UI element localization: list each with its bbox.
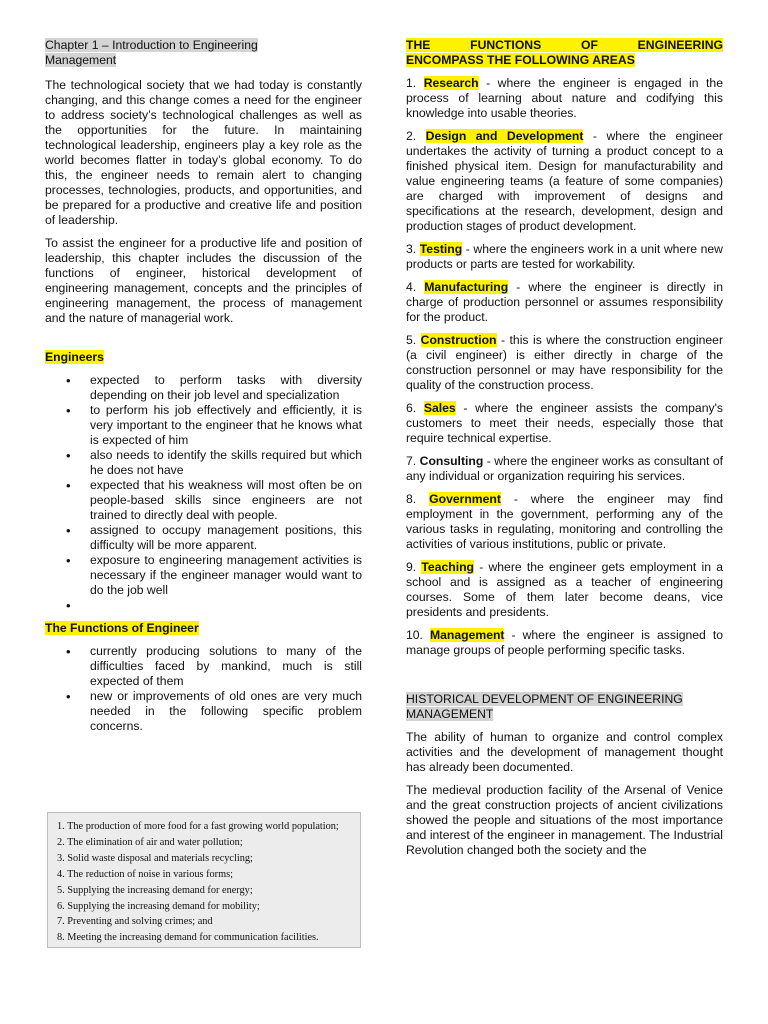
list-item: 4. The reduction of noise in various forms; <box>57 868 233 880</box>
list-item: 8. Meeting the increasing demand for communication facilities. <box>57 932 319 944</box>
function-item-government <box>406 492 723 552</box>
bullet-icon: • <box>66 523 71 538</box>
bullet-icon: • <box>66 448 71 463</box>
function-item-research <box>406 76 723 121</box>
historical-development-heading <box>406 692 723 722</box>
list-item-text: to perform his job effectively and efficiently, it is very important to the engineer that he knows what is expected of him <box>90 403 362 447</box>
function-term: Design and Development <box>425 129 584 143</box>
function-item-sales <box>406 401 723 446</box>
list-item <box>45 478 362 523</box>
right-column <box>406 38 723 866</box>
historical-paragraph-1: The ability of human to organize and control complex activities and the development of management thought has already been documented. <box>406 730 723 774</box>
engineers-heading <box>45 350 362 365</box>
function-number: 8. <box>406 492 417 506</box>
chapter-title-line2: Management <box>45 53 117 67</box>
chapter-title <box>45 38 362 68</box>
function-term: Teaching <box>421 560 474 574</box>
list-item: 5. Supplying the increasing demand for energy; <box>57 884 253 896</box>
functions-areas-heading-line1 <box>406 38 723 53</box>
function-number: 6. <box>406 401 417 415</box>
list-item-text: new or improvements of old ones are very much needed in the following specific problem concerns. <box>90 689 362 733</box>
function-number: 10. <box>406 628 423 642</box>
function-item-construction <box>406 333 723 393</box>
function-description: - where the engineer undertakes the activity of turning a product concept to a finished physical item. Design for manufacturability and value engineering teams (a feature of some companies) are charged with improvement of designs and specifications at the research, development, design and production stages of product development. <box>406 129 723 233</box>
function-term: Manufacturing <box>424 280 509 294</box>
function-description: - where the engineer assists the company's customers to meet their needs, especially those that require technical expertise. <box>406 401 723 445</box>
list-item: 6. Supplying the increasing demand for mobility; <box>57 900 260 912</box>
historical-heading-line1: HISTORICAL DEVELOPMENT OF ENGINEERING <box>406 692 683 706</box>
function-term: Research <box>423 76 479 90</box>
function-term: Consulting <box>419 454 484 468</box>
bullet-icon: • <box>66 553 71 568</box>
problem-concerns-image <box>47 812 361 948</box>
historical-paragraph-2: The medieval production facility of the Arsenal of Venice and the great construction projects of ancient civilizations showed the people and situations of the most importance and interest of the engineer in management. The Industrial Revolution changed both the society and the <box>406 783 723 857</box>
function-term: Testing <box>419 242 463 256</box>
intro-paragraph-1: The technological society that we had today is constantly changing, and this change comes a need for the engineer to address society’s technological challenges as well as the opportunities for the future. In maintaining technological leadership, engineers play a key role as the world becomes flatter in today’s global economy. To do this, the engineer needs to remain alert to changing processes, technologies, products, and opportunities, and be prepared for a productive and creative life and position of leadership. <box>45 78 362 227</box>
bullet-icon: • <box>66 644 71 659</box>
engineers-bullet-list <box>45 373 362 613</box>
list-item: 3. Solid waste disposal and materials recycling; <box>57 852 253 864</box>
function-item-teaching <box>406 560 723 620</box>
list-item-text: currently producing solutions to many of the difficulties faced by mankind, much is still expected of them <box>90 644 362 688</box>
list-item: 1. The production of more food for a fast growing world population; <box>57 821 339 832</box>
functions-bullet-list <box>45 644 362 734</box>
function-number: 4. <box>406 280 417 294</box>
function-term: Management <box>429 628 505 642</box>
list-item-text: expected to perform tasks with diversity depending on their job level and specialization <box>90 373 362 402</box>
bullet-icon: • <box>66 373 71 388</box>
list-item <box>45 644 362 689</box>
bullet-icon: • <box>66 478 71 493</box>
bullet-icon: • <box>66 689 71 704</box>
intro-paragraph-2: To assist the engineer for a productive life and position of leadership, this chapter includes the discussion of the functions of engineer, historical development of engineering management, concepts and the principles of engineering management, the process of management and the nature of managerial work. <box>45 236 362 325</box>
function-description: - this is where the construction engineer (a civil engineer) is either directly in charge of the construction personnel or may have responsibility for the quality of the construction process. <box>406 333 724 392</box>
bullet-icon: • <box>66 403 71 418</box>
function-item-manufacturing <box>406 280 723 325</box>
list-item <box>45 448 362 478</box>
list-item-text: expected that his weakness will most often be on people-based skills since engineers are not trained to directly deal with people. <box>90 478 362 522</box>
chapter-title-line1: Chapter 1 – Introduction to Engineering <box>45 38 258 52</box>
list-item <box>45 373 362 403</box>
function-description: - where the engineer is directly in charge of production personnel or assumes responsibility for the product. <box>406 280 723 324</box>
function-item-testing <box>406 242 723 272</box>
engineers-heading-text: Engineers <box>45 350 104 364</box>
functions-areas-heading-line2 <box>406 53 723 68</box>
heading-line1-text: THE FUNCTIONS OF ENGINEERING <box>406 38 723 52</box>
functions-of-engineer-heading <box>45 621 362 636</box>
function-number: 2. <box>406 129 417 143</box>
bullet-icon: • <box>66 598 71 613</box>
function-description: - where the engineer may find employment in the government, performing any of the various tasks in regulating, monitoring and controlling the activities of various institutions, public or private. <box>406 492 723 551</box>
function-description: - where the engineers work in a unit where new products or parts are tested for workability. <box>406 242 723 271</box>
list-item <box>45 689 362 734</box>
function-item-design-development <box>406 129 723 234</box>
list-item: 2. The elimination of air and water pollution; <box>57 836 243 848</box>
function-item-management <box>406 628 723 658</box>
function-number: 7. <box>406 454 417 468</box>
function-description: - where the engineer gets employment in a school and is assigned as a teacher of engineering courses. Some of them later become deans, vice presidents and presidents. <box>406 560 723 619</box>
function-description: - where the engineer is engaged in the process of learning about nature and codifying this knowledge into usable theories. <box>406 76 723 120</box>
problem-concerns-list <box>48 813 360 946</box>
function-term: Sales <box>423 401 456 415</box>
list-item <box>45 553 362 598</box>
list-item <box>45 523 362 553</box>
heading-line2-text: ENCOMPASS THE FOLLOWING AREAS <box>406 53 635 67</box>
function-number: 9. <box>406 560 417 574</box>
function-item-consulting <box>406 454 723 484</box>
functions-of-engineer-heading-text: The Functions of Engineer <box>45 621 199 635</box>
function-number: 3. <box>406 242 417 256</box>
left-column <box>45 38 362 742</box>
list-item <box>45 598 362 613</box>
list-item-text: also needs to identify the skills required but which he does not have <box>90 448 362 477</box>
list-item-text: exposure to engineering management activities is necessary if the engineer manager would want to do the job well <box>90 553 362 597</box>
function-description: - where the engineer works as consultant of any individual or organization requiring his services. <box>406 454 724 483</box>
function-term: Construction <box>420 333 497 347</box>
list-item <box>45 403 362 448</box>
function-term: Government <box>429 492 501 506</box>
function-number: 5. <box>406 333 417 347</box>
function-description: - where the engineer is assigned to manage groups of people performing specific tasks. <box>406 628 723 657</box>
functions-areas-heading <box>406 38 723 68</box>
historical-heading-line2: MANAGEMENT <box>406 707 494 721</box>
list-item: 7. Preventing and solving crimes; and <box>57 916 213 928</box>
list-item-text: assigned to occupy management positions, this difficulty will be more apparent. <box>90 523 362 552</box>
function-number: 1. <box>406 76 417 90</box>
